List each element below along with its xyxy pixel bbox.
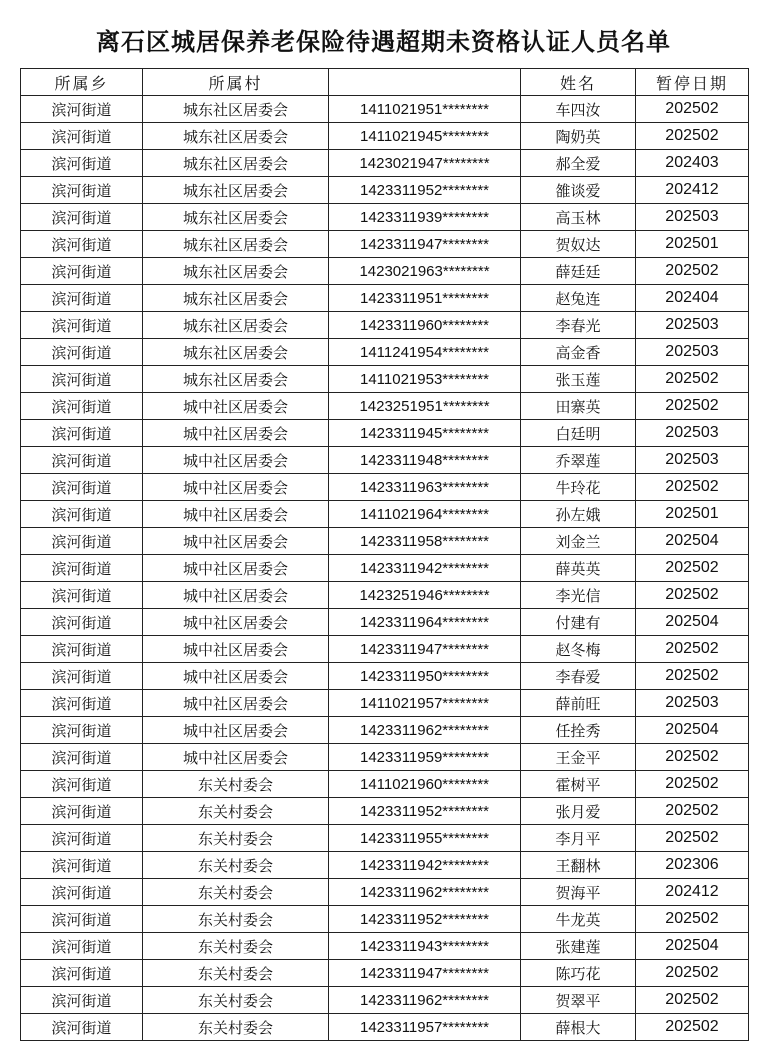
cell-id-number: 1423021947******** (329, 150, 521, 177)
cell-suspend-date: 202501 (636, 501, 749, 528)
cell-name: 陈巧花 (521, 960, 636, 987)
cell-township: 滨河街道 (21, 555, 143, 582)
cell-township: 滨河街道 (21, 312, 143, 339)
cell-village: 城东社区居委会 (143, 123, 329, 150)
cell-id-number: 1423311948******** (329, 447, 521, 474)
cell-township: 滨河街道 (21, 771, 143, 798)
cell-township: 滨河街道 (21, 690, 143, 717)
cell-township: 滨河街道 (21, 528, 143, 555)
cell-village: 城中社区居委会 (143, 609, 329, 636)
cell-village: 东关村委会 (143, 825, 329, 852)
cell-township: 滨河街道 (21, 906, 143, 933)
cell-id-number: 1423311962******** (329, 717, 521, 744)
cell-township: 滨河街道 (21, 96, 143, 123)
cell-township: 滨河街道 (21, 582, 143, 609)
cell-suspend-date: 202504 (636, 933, 749, 960)
cell-suspend-date: 202503 (636, 204, 749, 231)
cell-village: 城中社区居委会 (143, 555, 329, 582)
cell-id-number: 1411021945******** (329, 123, 521, 150)
cell-name: 贺奴达 (521, 231, 636, 258)
cell-id-number: 1411241954******** (329, 339, 521, 366)
table-row (21, 258, 749, 285)
table-row (21, 879, 749, 906)
cell-suspend-date: 202502 (636, 663, 749, 690)
cell-township: 滨河街道 (21, 447, 143, 474)
table-row (21, 528, 749, 555)
document-title: 离石区城居保养老保险待遇超期未资格认证人员名单 (96, 27, 671, 56)
table-row (21, 96, 749, 123)
cell-village: 城东社区居委会 (143, 285, 329, 312)
cell-township: 滨河街道 (21, 474, 143, 501)
cell-township: 滨河街道 (21, 177, 143, 204)
table-row (21, 798, 749, 825)
header-township: 所属乡 (21, 69, 143, 96)
cell-id-number: 1423311942******** (329, 555, 521, 582)
cell-township: 滨河街道 (21, 339, 143, 366)
cell-name: 雒谈爱 (521, 177, 636, 204)
cell-name: 薛前旺 (521, 690, 636, 717)
cell-suspend-date: 202503 (636, 690, 749, 717)
cell-suspend-date: 202502 (636, 636, 749, 663)
cell-township: 滨河街道 (21, 231, 143, 258)
cell-id-number: 1423311952******** (329, 906, 521, 933)
cell-suspend-date: 202502 (636, 123, 749, 150)
table-row (21, 609, 749, 636)
cell-name: 贺翠平 (521, 987, 636, 1014)
table-row (21, 123, 749, 150)
cell-township: 滨河街道 (21, 825, 143, 852)
cell-suspend-date: 202501 (636, 231, 749, 258)
cell-suspend-date: 202502 (636, 366, 749, 393)
cell-suspend-date: 202502 (636, 582, 749, 609)
cell-name: 李光信 (521, 582, 636, 609)
header-suspend-date: 暂停日期 (636, 69, 749, 96)
cell-village: 东关村委会 (143, 1014, 329, 1041)
cell-township: 滨河街道 (21, 393, 143, 420)
cell-id-number: 1423311947******** (329, 636, 521, 663)
cell-id-number: 1423251946******** (329, 582, 521, 609)
table-row (21, 447, 749, 474)
cell-suspend-date: 202503 (636, 447, 749, 474)
cell-id-number: 1411021957******** (329, 690, 521, 717)
cell-village: 东关村委会 (143, 933, 329, 960)
cell-village: 东关村委会 (143, 852, 329, 879)
table-row (21, 231, 749, 258)
cell-township: 滨河街道 (21, 1014, 143, 1041)
table-row (21, 339, 749, 366)
cell-village: 城中社区居委会 (143, 717, 329, 744)
table-row (21, 1014, 749, 1041)
cell-id-number: 1423311952******** (329, 798, 521, 825)
cell-suspend-date: 202502 (636, 906, 749, 933)
cell-name: 薛英英 (521, 555, 636, 582)
cell-suspend-date: 202503 (636, 339, 749, 366)
cell-village: 城中社区居委会 (143, 447, 329, 474)
cell-id-number: 1423311943******** (329, 933, 521, 960)
cell-suspend-date: 202504 (636, 717, 749, 744)
cell-suspend-date: 202502 (636, 393, 749, 420)
cell-township: 滨河街道 (21, 420, 143, 447)
cell-suspend-date: 202306 (636, 852, 749, 879)
cell-id-number: 1411021951******** (329, 96, 521, 123)
cell-name: 李春爱 (521, 663, 636, 690)
cell-id-number: 1411021964******** (329, 501, 521, 528)
table-row (21, 204, 749, 231)
cell-township: 滨河街道 (21, 285, 143, 312)
cell-suspend-date: 202504 (636, 609, 749, 636)
cell-village: 东关村委会 (143, 960, 329, 987)
cell-village: 东关村委会 (143, 906, 329, 933)
table-row (21, 312, 749, 339)
cell-name: 付建有 (521, 609, 636, 636)
cell-village: 城中社区居委会 (143, 393, 329, 420)
cell-suspend-date: 202412 (636, 879, 749, 906)
cell-township: 滨河街道 (21, 366, 143, 393)
cell-suspend-date: 202502 (636, 258, 749, 285)
cell-id-number: 1423311950******** (329, 663, 521, 690)
header-village: 所属村 (143, 69, 329, 96)
cell-id-number: 1423311964******** (329, 609, 521, 636)
table-row (21, 987, 749, 1014)
cell-suspend-date: 202502 (636, 474, 749, 501)
cell-suspend-date: 202502 (636, 555, 749, 582)
cell-township: 滨河街道 (21, 150, 143, 177)
cell-township: 滨河街道 (21, 204, 143, 231)
cell-township: 滨河街道 (21, 852, 143, 879)
cell-name: 孙左娥 (521, 501, 636, 528)
table-row (21, 690, 749, 717)
cell-name: 王翻林 (521, 852, 636, 879)
table-row (21, 852, 749, 879)
cell-township: 滨河街道 (21, 879, 143, 906)
table-row (21, 663, 749, 690)
cell-id-number: 1423311942******** (329, 852, 521, 879)
cell-township: 滨河街道 (21, 744, 143, 771)
cell-id-number: 1423311962******** (329, 987, 521, 1014)
cell-suspend-date: 202503 (636, 420, 749, 447)
cell-village: 城中社区居委会 (143, 474, 329, 501)
cell-township: 滨河街道 (21, 960, 143, 987)
table-row (21, 933, 749, 960)
cell-suspend-date: 202503 (636, 312, 749, 339)
table-row (21, 177, 749, 204)
cell-village: 东关村委会 (143, 771, 329, 798)
cell-name: 陶奶英 (521, 123, 636, 150)
cell-id-number: 1423311939******** (329, 204, 521, 231)
table-row (21, 474, 749, 501)
cell-suspend-date: 202412 (636, 177, 749, 204)
cell-name: 李春光 (521, 312, 636, 339)
cell-id-number: 1423311960******** (329, 312, 521, 339)
cell-suspend-date: 202502 (636, 1014, 749, 1041)
table-header-row (21, 69, 749, 96)
cell-village: 城东社区居委会 (143, 366, 329, 393)
cell-name: 王金平 (521, 744, 636, 771)
cell-suspend-date: 202502 (636, 96, 749, 123)
cell-village: 城东社区居委会 (143, 231, 329, 258)
cell-village: 城东社区居委会 (143, 150, 329, 177)
table-row (21, 582, 749, 609)
cell-name: 郝全爱 (521, 150, 636, 177)
cell-name: 李月平 (521, 825, 636, 852)
cell-township: 滨河街道 (21, 636, 143, 663)
cell-name: 薛根大 (521, 1014, 636, 1041)
cell-village: 东关村委会 (143, 987, 329, 1014)
table-row (21, 420, 749, 447)
cell-id-number: 1423311952******** (329, 177, 521, 204)
table-row (21, 771, 749, 798)
cell-township: 滨河街道 (21, 258, 143, 285)
cell-suspend-date: 202502 (636, 825, 749, 852)
cell-village: 城中社区居委会 (143, 501, 329, 528)
cell-name: 赵兔连 (521, 285, 636, 312)
cell-id-number: 1423311963******** (329, 474, 521, 501)
cell-village: 城中社区居委会 (143, 663, 329, 690)
table-row (21, 393, 749, 420)
cell-township: 滨河街道 (21, 663, 143, 690)
cell-village: 东关村委会 (143, 798, 329, 825)
cell-village: 城东社区居委会 (143, 204, 329, 231)
cell-township: 滨河街道 (21, 501, 143, 528)
cell-township: 滨河街道 (21, 609, 143, 636)
cell-suspend-date: 202502 (636, 960, 749, 987)
cell-name: 白廷明 (521, 420, 636, 447)
cell-id-number: 1423311945******** (329, 420, 521, 447)
table-row (21, 366, 749, 393)
header-name: 姓名 (521, 69, 636, 96)
cell-id-number: 1423311947******** (329, 231, 521, 258)
table-row (21, 150, 749, 177)
cell-suspend-date: 202403 (636, 150, 749, 177)
table-row (21, 555, 749, 582)
cell-id-number: 1423311958******** (329, 528, 521, 555)
cell-suspend-date: 202404 (636, 285, 749, 312)
cell-suspend-date: 202504 (636, 528, 749, 555)
cell-township: 滨河街道 (21, 798, 143, 825)
cell-name: 高玉林 (521, 204, 636, 231)
cell-village: 城东社区居委会 (143, 312, 329, 339)
table-row (21, 960, 749, 987)
cell-village: 城东社区居委会 (143, 258, 329, 285)
table-row (21, 501, 749, 528)
cell-village: 城中社区居委会 (143, 528, 329, 555)
cell-suspend-date: 202502 (636, 987, 749, 1014)
cell-name: 车四汝 (521, 96, 636, 123)
cell-id-number: 1423311959******** (329, 744, 521, 771)
cell-village: 城中社区居委会 (143, 582, 329, 609)
cell-village: 城中社区居委会 (143, 420, 329, 447)
cell-name: 张玉莲 (521, 366, 636, 393)
roster-table (20, 68, 749, 1041)
table-row (21, 744, 749, 771)
cell-village: 东关村委会 (143, 879, 329, 906)
table-row (21, 636, 749, 663)
cell-id-number: 1423251951******** (329, 393, 521, 420)
table-row (21, 717, 749, 744)
cell-township: 滨河街道 (21, 987, 143, 1014)
cell-name: 张月爱 (521, 798, 636, 825)
cell-name: 田寨英 (521, 393, 636, 420)
cell-name: 贺海平 (521, 879, 636, 906)
cell-name: 牛龙英 (521, 906, 636, 933)
cell-name: 任拴秀 (521, 717, 636, 744)
cell-village: 城东社区居委会 (143, 339, 329, 366)
cell-id-number: 1411021953******** (329, 366, 521, 393)
cell-id-number: 1423311957******** (329, 1014, 521, 1041)
cell-name: 霍树平 (521, 771, 636, 798)
table-row (21, 285, 749, 312)
cell-id-number: 1423311951******** (329, 285, 521, 312)
cell-name: 薛廷廷 (521, 258, 636, 285)
cell-township: 滨河街道 (21, 123, 143, 150)
cell-village: 城东社区居委会 (143, 96, 329, 123)
cell-id-number: 1423021963******** (329, 258, 521, 285)
cell-suspend-date: 202502 (636, 744, 749, 771)
cell-village: 城中社区居委会 (143, 636, 329, 663)
cell-village: 城中社区居委会 (143, 744, 329, 771)
cell-name: 刘金兰 (521, 528, 636, 555)
cell-id-number: 1423311955******** (329, 825, 521, 852)
cell-id-number: 1411021960******** (329, 771, 521, 798)
cell-township: 滨河街道 (21, 717, 143, 744)
cell-name: 牛玲花 (521, 474, 636, 501)
table-body (21, 96, 749, 1041)
table-row (21, 825, 749, 852)
table-row (21, 906, 749, 933)
cell-suspend-date: 202502 (636, 798, 749, 825)
header-id-number (329, 69, 521, 96)
cell-township: 滨河街道 (21, 933, 143, 960)
cell-suspend-date: 202502 (636, 771, 749, 798)
cell-name: 乔翠莲 (521, 447, 636, 474)
cell-id-number: 1423311962******** (329, 879, 521, 906)
cell-village: 城东社区居委会 (143, 177, 329, 204)
cell-name: 赵冬梅 (521, 636, 636, 663)
cell-id-number: 1423311947******** (329, 960, 521, 987)
cell-name: 高金香 (521, 339, 636, 366)
cell-name: 张建莲 (521, 933, 636, 960)
cell-village: 城中社区居委会 (143, 690, 329, 717)
